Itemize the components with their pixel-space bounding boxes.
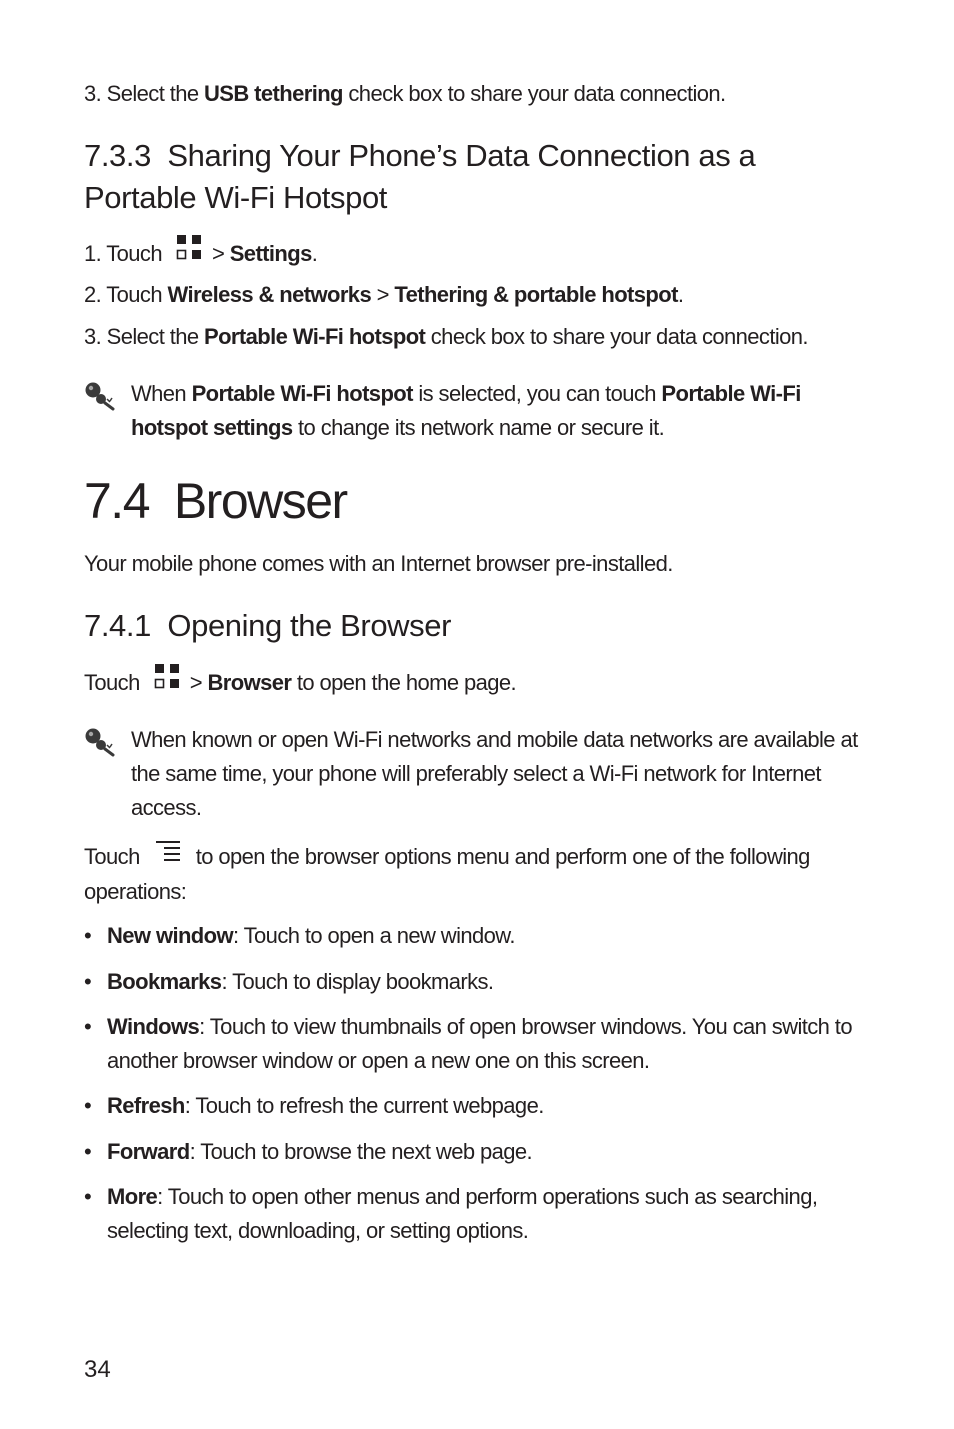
step-bold: Browser — [207, 670, 292, 695]
section-number: 7.4 — [84, 473, 150, 529]
section-title: Sharing Your Phone’s Data Connection as a Portable Wi-Fi Hotspot — [84, 138, 756, 215]
step-bold: USB tethering — [204, 81, 343, 106]
menu-icon — [156, 838, 180, 872]
step-text: 2. Touch — [84, 282, 168, 307]
note-bold: Portable Wi-Fi hotspot settings — [131, 381, 801, 440]
step-text: > — [211, 241, 230, 266]
step-bold: Settings — [229, 241, 312, 266]
section-heading-7-4-1 — [84, 605, 874, 647]
step-text: Touch — [84, 670, 140, 695]
bullet-dot: • — [84, 1014, 92, 1039]
step-text: check box to share your data connection. — [342, 81, 726, 106]
section-title: Browser — [173, 473, 347, 529]
note-span: When — [131, 381, 192, 406]
section-heading-7-3-3 — [84, 135, 874, 219]
list-item — [84, 1010, 874, 1078]
app-grid-icon — [176, 234, 202, 270]
note-text: When known or open Wi-Fi networks and mobile data networks are available at the same time, your phone will preferably select a Wi-Fi network for Internet access. — [131, 727, 858, 820]
step-text: . — [677, 282, 684, 307]
step-text: Touch — [84, 844, 140, 869]
browser-intro: Your mobile phone comes with an Internet browser pre-installed. — [84, 551, 673, 576]
menu-intro — [84, 840, 874, 909]
list-item — [84, 1135, 874, 1169]
app-grid-icon — [154, 663, 180, 699]
section-title: Opening the Browser — [167, 608, 452, 643]
step-text: 1. Touch — [84, 241, 162, 266]
note-hotspot — [84, 377, 874, 445]
hotspot-step-2 — [84, 278, 874, 312]
step-text: . — [311, 241, 318, 266]
bullet-dot: • — [84, 923, 92, 948]
step-text: check box to share your data connection. — [425, 324, 808, 349]
tip-icon — [84, 381, 118, 411]
option-description: : Touch to open other menus and perform operations such as searching, selecting text, downloading, or setting options. — [107, 1184, 818, 1243]
option-description: : Touch to refresh the current webpage. — [184, 1093, 544, 1118]
step-text: > — [189, 670, 208, 695]
manual-page — [84, 0, 874, 1429]
step-text: 3. Select the — [84, 81, 205, 106]
option-name: Windows — [107, 1014, 200, 1039]
step-text: 3. Select the — [84, 324, 205, 349]
bullet-dot: • — [84, 969, 92, 994]
option-name: Forward — [107, 1139, 190, 1164]
section-heading-7-4 — [84, 471, 874, 531]
open-browser-instruction — [84, 666, 874, 702]
list-item — [84, 919, 874, 953]
option-description: : Touch to view thumbnails of open browser windows. You can switch to another browser window or open a new one on this screen. — [107, 1014, 852, 1073]
list-item — [84, 1089, 874, 1123]
note-span: to change its network name or secure it. — [292, 415, 665, 440]
option-description: : Touch to open a new window. — [233, 923, 515, 948]
list-item — [84, 965, 874, 999]
option-name: Bookmarks — [107, 969, 222, 994]
tip-icon — [84, 727, 118, 757]
step-bold: Portable Wi-Fi hotspot — [204, 324, 426, 349]
step-text: to open the browser options menu and perform one of the following operations: — [84, 844, 810, 905]
step-usb-tethering — [84, 77, 874, 111]
option-description: : Touch to browse the next web page. — [189, 1139, 533, 1164]
note-wifi — [84, 723, 874, 825]
note-span: is selected, you can touch — [412, 381, 662, 406]
bullet-dot: • — [84, 1139, 92, 1164]
hotspot-step-3 — [84, 320, 874, 354]
step-bold: Tethering & portable hotspot — [394, 282, 678, 307]
option-name: More — [107, 1184, 158, 1209]
bullet-dot: • — [84, 1093, 92, 1118]
step-bold: Wireless & networks — [167, 282, 372, 307]
note-text — [131, 377, 874, 445]
option-description: : Touch to display bookmarks. — [221, 969, 494, 994]
note-bold: Portable Wi-Fi hotspot — [191, 381, 413, 406]
step-text: to open the home page. — [291, 670, 517, 695]
option-name: New window — [107, 923, 234, 948]
section-number: 7.4.1 — [84, 608, 151, 643]
list-item — [84, 1180, 874, 1248]
step-text: > — [371, 282, 395, 307]
section-number: 7.3.3 — [84, 138, 151, 173]
bullet-dot: • — [84, 1184, 92, 1209]
hotspot-step-1 — [84, 237, 874, 273]
page-number: 34 — [84, 1356, 111, 1383]
option-name: Refresh — [107, 1093, 185, 1118]
